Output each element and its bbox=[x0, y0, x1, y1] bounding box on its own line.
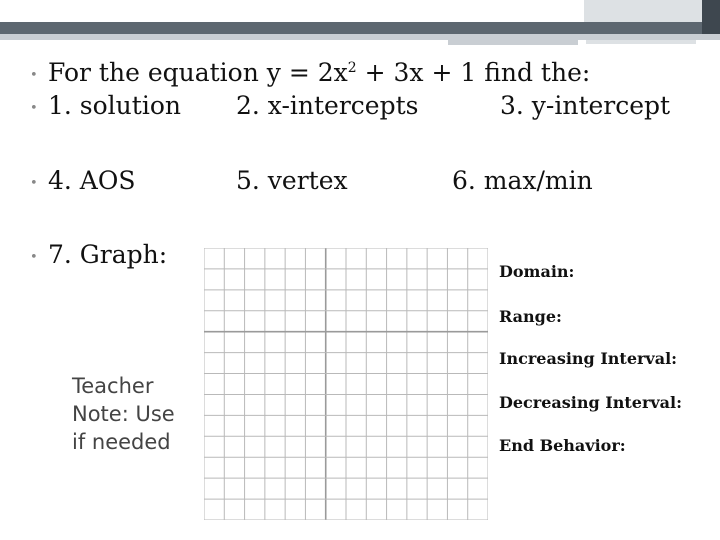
header-notch-2 bbox=[586, 40, 696, 44]
bullet-icon: • bbox=[30, 101, 38, 116]
grid-svg bbox=[204, 248, 488, 520]
item-max-min: 6. max/min bbox=[452, 166, 593, 195]
label-range: Range: bbox=[499, 307, 562, 326]
item-aos: 4. AOS bbox=[48, 166, 136, 195]
label-increasing-interval: Increasing Interval: bbox=[499, 349, 678, 368]
item-y-intercept: 3. y-intercept bbox=[500, 91, 671, 120]
item-solution: 1. solution bbox=[48, 91, 181, 120]
header-band-dark bbox=[0, 22, 720, 34]
label-decreasing-interval: Decreasing Interval: bbox=[499, 393, 683, 412]
teacher-note: Teacher Note: Use if needed bbox=[72, 374, 175, 454]
label-domain: Domain: bbox=[499, 262, 575, 281]
equation-prefix: For the equation y = 2x bbox=[48, 58, 348, 87]
bullet-icon: • bbox=[30, 176, 38, 191]
equation-suffix: + 3x + 1 find the: bbox=[356, 58, 591, 87]
bullet-icon: • bbox=[30, 250, 38, 265]
item-vertex: 5. vertex bbox=[236, 166, 348, 195]
item-graph: 7. Graph: bbox=[48, 240, 168, 269]
header-tab-dark bbox=[702, 0, 720, 34]
header-tab-light bbox=[584, 0, 702, 22]
equation-exponent: 2 bbox=[347, 60, 357, 76]
header-notch bbox=[448, 40, 578, 45]
decorative-header-bar bbox=[0, 0, 720, 48]
item-x-intercepts: 2. x-intercepts bbox=[236, 91, 419, 120]
equation-line bbox=[48, 60, 590, 85]
bullet-icon: • bbox=[30, 68, 38, 83]
coordinate-grid bbox=[204, 248, 488, 524]
label-end-behavior: End Behavior: bbox=[499, 436, 626, 455]
